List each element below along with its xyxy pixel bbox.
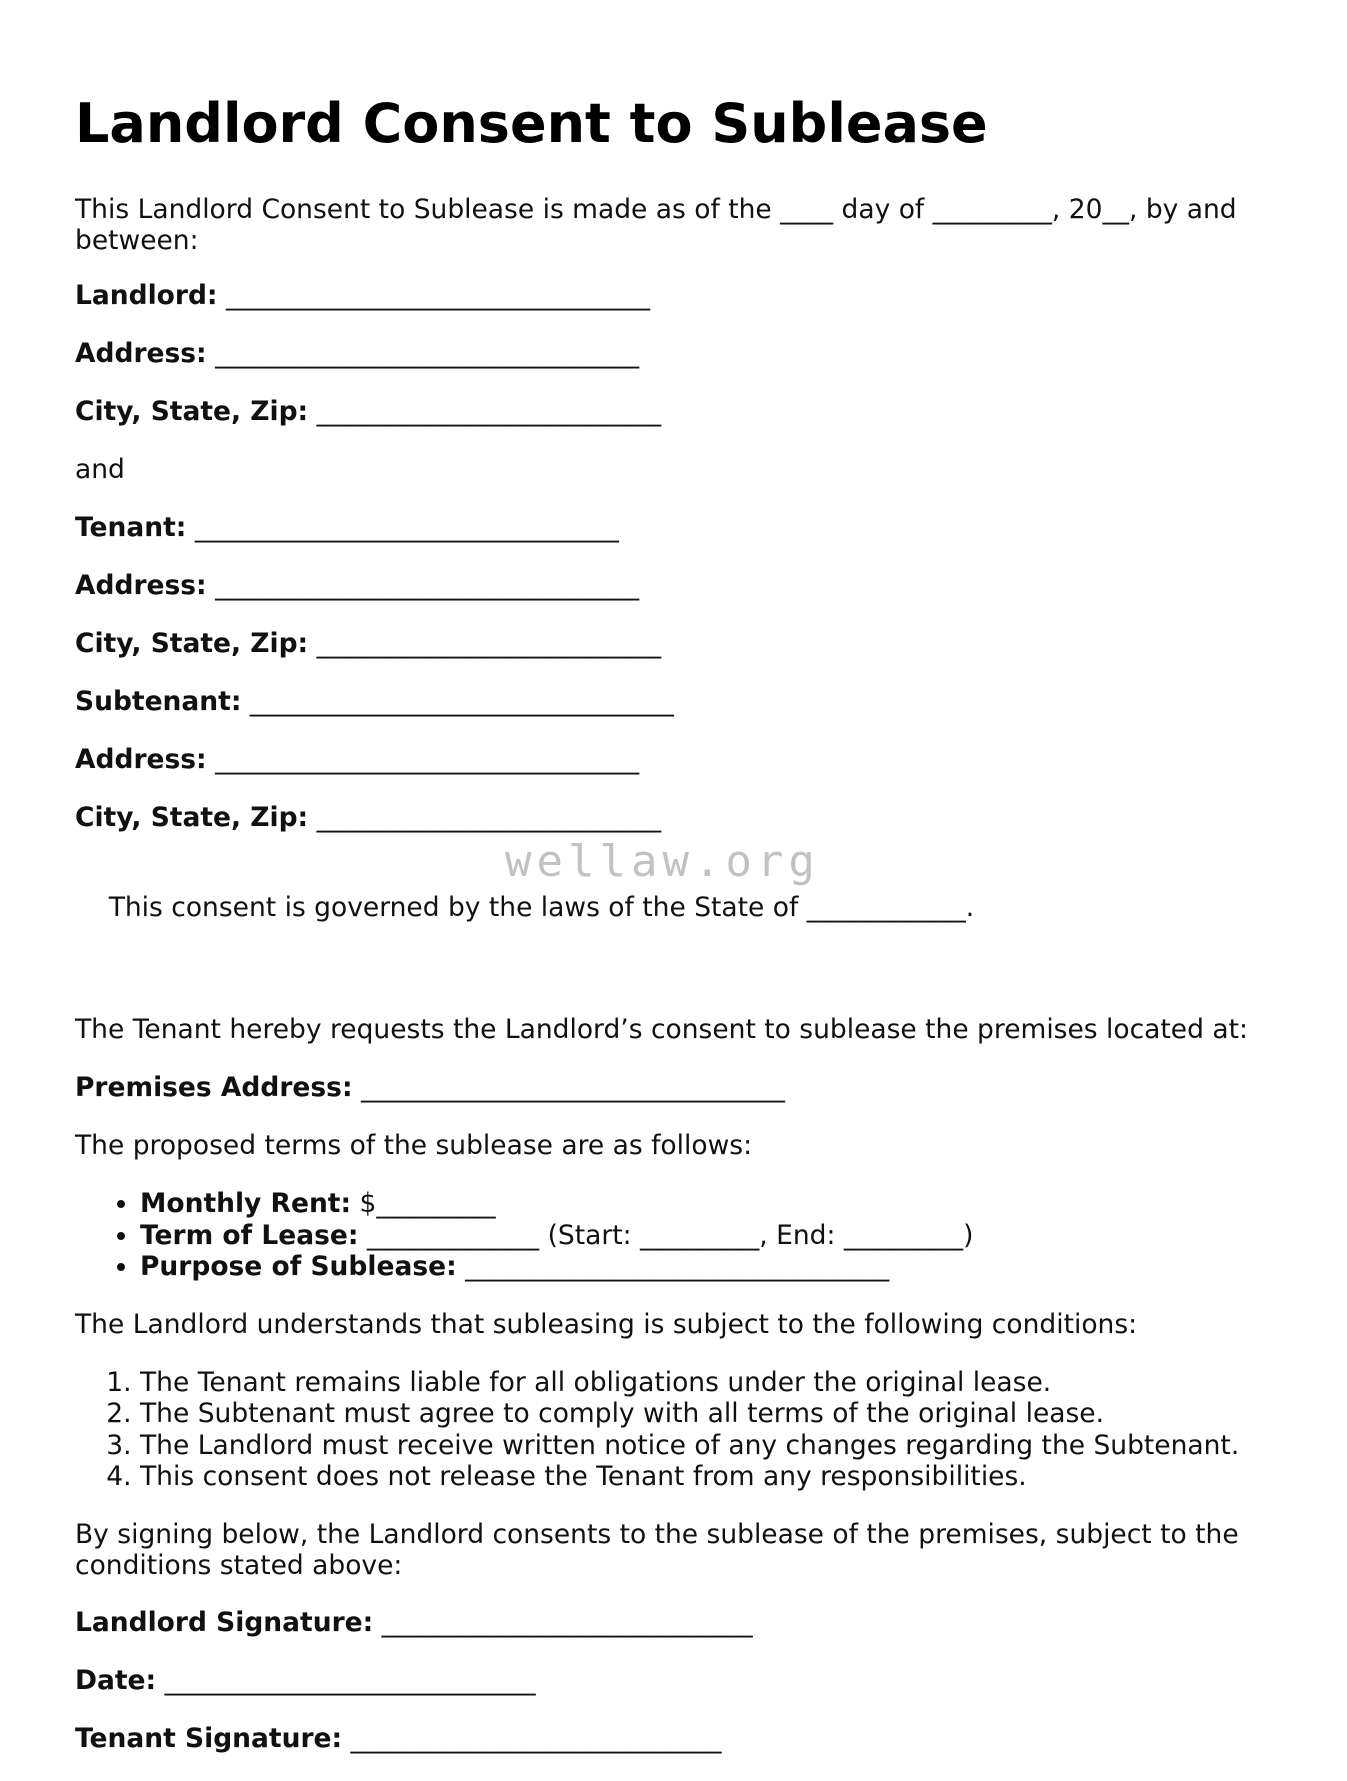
list-item: 3. The Landlord must receive written notice of any changes regarding the Subtenant. [140,1430,1275,1462]
field-label: Premises Address: [75,1072,353,1103]
field-blank: ________________________________ [215,338,640,369]
field-blank: ____________________________ [164,1664,536,1696]
field-blank: ________________________________ [215,570,640,601]
field-blank: ____________________________ [381,1606,753,1638]
field-blank: __________________________ [316,628,662,659]
document-title: Landlord Consent to Sublease [75,92,988,155]
tenant-address-field [75,570,1275,602]
field-label: City, State, Zip: [75,396,309,427]
landlord-name-field [75,280,1275,312]
subtenant-address-field [75,744,1275,776]
subtenant-name-field [75,686,1275,718]
term-value: $_________ [351,1188,496,1219]
list-item: 4. This consent does not release the Tenant from any responsibilities. [140,1461,1275,1493]
watermark: wellaw.org [505,836,820,887]
field-label: Date: [75,1664,157,1696]
governing-law-paragraph [75,836,1275,988]
field-blank: ________________________________ [249,686,674,717]
governing-law-text: This consent is governed by the laws of the State of ____________. [108,892,975,923]
field-label: Subtenant: [75,686,242,717]
field-label: Landlord: [75,280,218,311]
intro-paragraph: This Landlord Consent to Sublease is made as of the ____ day of _________, 20__, by and between: [75,194,1237,256]
term-label: Term of Lease: [140,1219,359,1251]
landlord-signature-field [75,1607,1275,1639]
conditions-intro: The Landlord understands that subleasing is subject to the following conditions: [75,1308,1138,1340]
field-label: City, State, Zip: [75,802,309,833]
document-page [75,92,1275,1781]
list-item: 1. The Tenant remains liable for all obligations under the original lease. [140,1367,1275,1399]
field-blank: __________________________ [316,802,662,833]
field-blank: ____________________________ [350,1722,722,1754]
field-label: Landlord Signature: [75,1606,374,1638]
landlord-address-field [75,338,1275,370]
list-item [140,1220,1275,1252]
field-blank: ________________________________ [194,512,619,543]
tenant-name-field [75,512,1275,544]
field-blank: ________________________________ [215,744,640,775]
field-label: Tenant: [75,512,187,543]
term-value: ________________________________ [456,1251,890,1282]
date-field [75,1665,1275,1697]
field-blank: __________________________ [316,396,662,427]
field-label: Tenant Signature: [75,1722,343,1754]
landlord-city-field [75,396,1275,428]
field-label: Address: [75,570,207,601]
request-paragraph: The Tenant hereby requests the Landlord’s consent to sublease the premises located at: [75,1014,1248,1045]
field-blank: ________________________________ [225,280,650,311]
term-value: _____________ (Start: _________, End: _________) [358,1219,974,1251]
tenant-signature-field [75,1723,1275,1755]
term-label: Purpose of Sublease: [140,1251,457,1282]
terms-list [75,1188,1275,1283]
list-item [140,1251,1275,1283]
term-label: Monthly Rent: [140,1188,352,1219]
conditions-list [75,1367,1275,1493]
terms-intro: The proposed terms of the sublease are as follows: [75,1130,752,1161]
closing-paragraph: By signing below, the Landlord consents to the sublease of the premises, subject to the conditions stated above: [75,1518,1239,1581]
list-item: 2. The Subtenant must agree to comply with all terms of the original lease. [140,1398,1275,1430]
premises-address-field [75,1072,1275,1104]
and-text: and [75,454,125,485]
field-label: Address: [75,338,207,369]
field-blank: ________________________________ [360,1072,785,1103]
list-item [140,1188,1275,1220]
field-label: Address: [75,744,207,775]
tenant-city-field [75,628,1275,660]
field-label: City, State, Zip: [75,628,309,659]
subtenant-city-field [75,802,1275,834]
